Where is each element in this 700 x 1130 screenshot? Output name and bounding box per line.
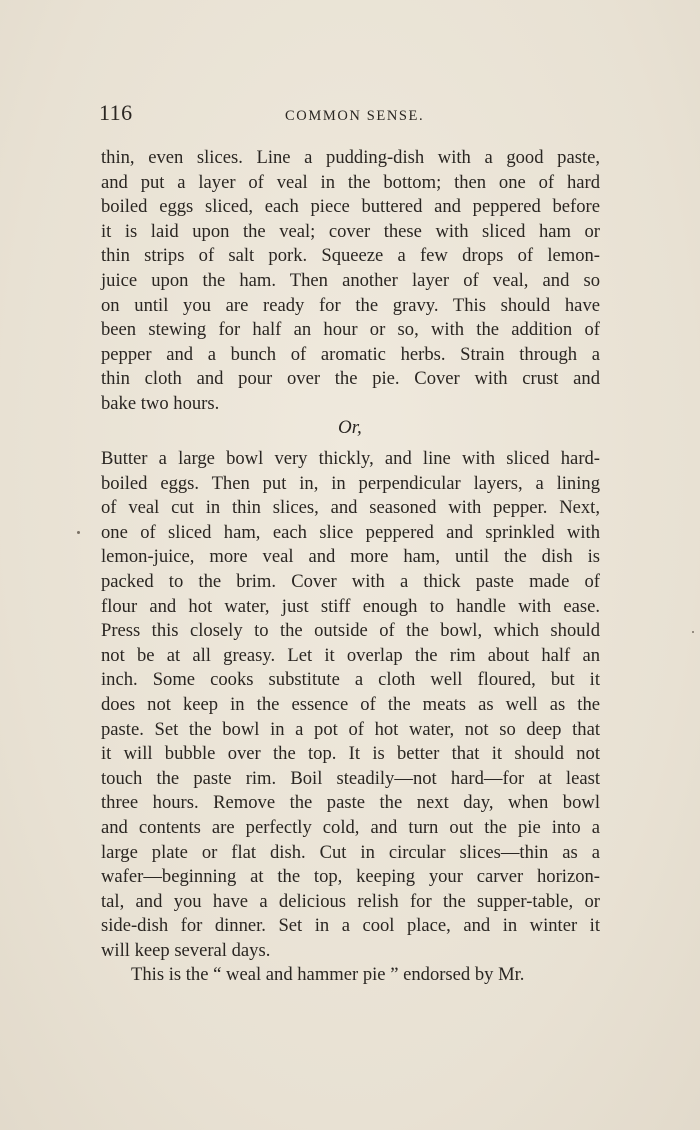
text-line: tal, and you have a delicious relish for the supper-table, or <box>101 890 600 912</box>
text-line: This is the “ weal and hammer pie ” endorsed by Mr. <box>131 964 525 986</box>
text-line: not be at all greasy. Let it overlap the rim about half an <box>101 644 600 666</box>
text-line: large plate or flat dish. Cut in circular slices—thin as a <box>101 841 600 863</box>
text-line: boiled eggs sliced, each piece buttered and peppered before <box>101 196 600 218</box>
text-line: pepper and a bunch of aromatic herbs. Strain through a <box>101 343 600 365</box>
text-line: on until you are ready for the gravy. This should have <box>101 294 600 316</box>
text-line: side-dish for dinner. Set in a cool place, and in winter it <box>101 915 600 937</box>
text-line: one of sliced ham, each slice peppered and sprinkled with <box>101 521 600 543</box>
text-line: wafer—beginning at the top, keeping your carver horizon- <box>101 866 600 888</box>
text-line: it will bubble over the top. It is better that it should not <box>101 743 600 765</box>
text-line: boiled eggs. Then put in, in perpendicular layers, a lining <box>101 472 600 494</box>
page-number: 116 <box>99 100 133 125</box>
text-line: packed to the brim. Cover with a thick paste made of <box>101 570 600 592</box>
text-line: Butter a large bowl very thickly, and line with sliced hard- <box>101 448 600 469</box>
text-line: been stewing for half an hour or so, with the addition of <box>101 319 600 341</box>
paragraph-2 <box>101 447 600 988</box>
text-line: bake two hours. <box>101 392 220 414</box>
text-line: thin, even slices. Line a pudding-dish with a good paste, <box>101 147 600 168</box>
text-line: will keep several days. <box>101 939 271 961</box>
text-line: of veal cut in thin slices, and seasoned with pepper. Next, <box>101 497 600 519</box>
text-line: flour and hot water, just stiff enough to handle with ease. <box>101 595 600 617</box>
paper-speck <box>692 631 694 633</box>
subheading: Or, <box>338 417 362 438</box>
text-line: and put a layer of veal in the bottom; then one of hard <box>101 171 600 193</box>
text-line: thin cloth and pour over the pie. Cover with crust and <box>101 368 600 390</box>
running-head: COMMON SENSE. <box>285 108 425 124</box>
text-line: it is laid upon the veal; cover these with sliced ham or <box>101 220 600 242</box>
paragraph-1 <box>101 146 600 417</box>
text-line: juice upon the ham. Then another layer of veal, and so <box>101 269 600 291</box>
text-line: lemon-juice, more veal and more ham, until the dish is <box>101 546 600 568</box>
text-line: does not keep in the essence of the meats as well as the <box>101 693 600 715</box>
text-line: three hours. Remove the paste the next day, when bowl <box>101 792 600 814</box>
text-line: paste. Set the bowl in a pot of hot water, not so deep that <box>101 718 600 740</box>
text-line: and contents are perfectly cold, and turn out the pie into a <box>101 816 600 838</box>
text-line: Press this closely to the outside of the bowl, which should <box>101 620 600 642</box>
text-line: thin strips of salt pork. Squeeze a few drops of lemon- <box>101 245 600 267</box>
text-line: inch. Some cooks substitute a cloth well floured, but it <box>101 669 600 691</box>
text-line: touch the paste rim. Boil steadily—not hard—for at least <box>101 767 600 789</box>
paper-speck <box>77 531 80 534</box>
